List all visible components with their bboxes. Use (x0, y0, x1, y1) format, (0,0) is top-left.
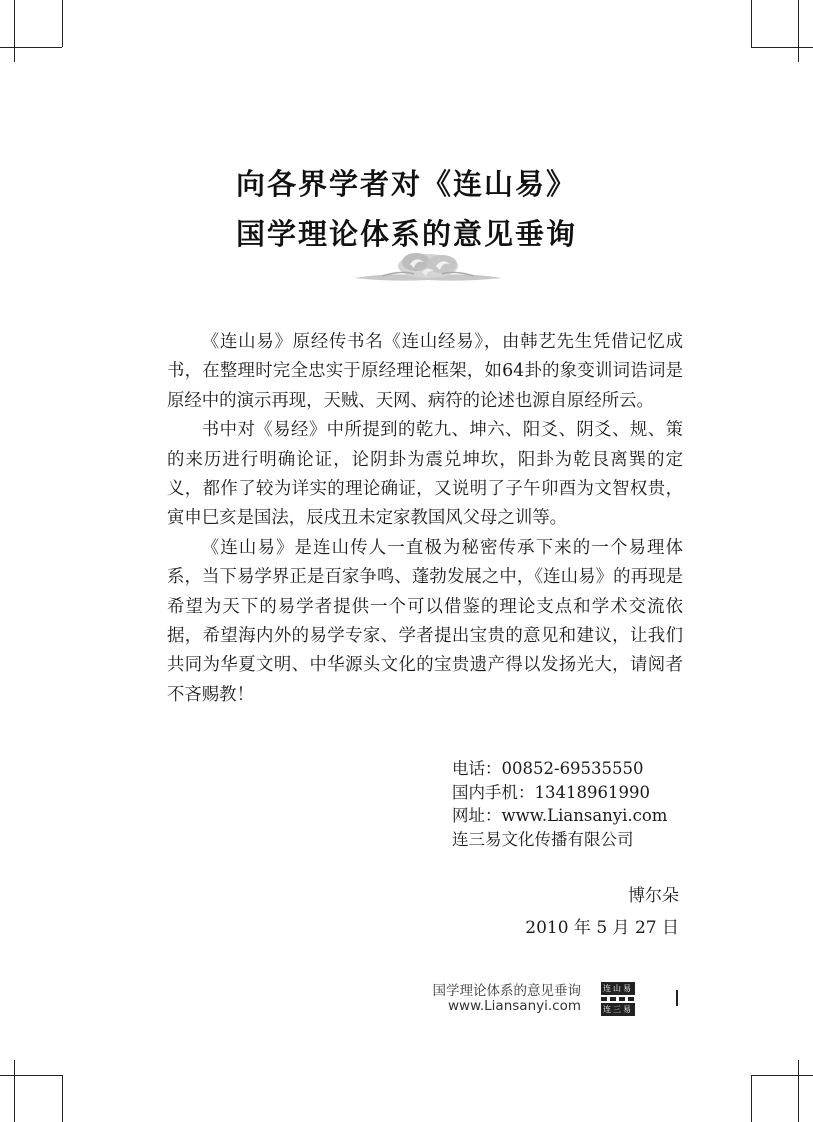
page-title-line-1: 向各界学者对《连山易》 (235, 167, 577, 201)
publisher-logo (598, 979, 638, 1019)
contact-info (452, 757, 667, 851)
body-paragraph: 书中对《易经》中所提到的乾九、坤六、阳爻、阴爻、规、策的来历进行明确论证，论阴卦为震兑坤坎，阳卦为乾艮离巽的定义，都作了较为详实的理论确证，又说明了子午卯酉为文智权贵，寅申巳亥是国法，辰戌丑未定家教国风父母之训等。 (167, 420, 683, 529)
body-text (167, 328, 683, 710)
footer-title: 国学理论体系的意见垂询 (432, 983, 581, 999)
cloud-ornament-icon (352, 248, 504, 288)
contact-phone: 电话：00852-69535550 (452, 759, 644, 778)
page-title-line-2: 国学理论体系的意见垂询 (235, 217, 577, 251)
logo-bottom-text: 连三易 (603, 1005, 633, 1014)
contact-mobile: 国内手机：13418961990 (452, 782, 650, 802)
body-paragraph: 《连山易》原经传书名《连山经易》，由韩艺先生凭借记忆成书，在整理时完全忠实于原经理论框架，如64卦的象变训词诰词是原经中的演示再现，天贼、天网、病符的论述也源自原经所云。 (167, 332, 683, 411)
contact-website: 网址：www.Liansanyi.com (452, 806, 668, 825)
logo-top-text: 连山易 (603, 984, 633, 993)
logo-divider (601, 997, 635, 1001)
page-number (676, 990, 678, 1006)
signature-date: 2010 年 5 月 27 日 (525, 918, 679, 938)
contact-company: 连三易文化传播有限公司 (452, 829, 634, 849)
body-paragraph: 《连山易》是连山传人一直极为秘密传承下来的一个易理体系，当下易学界正是百家争鸣、蓬勃发展之中，《连山易》的再现是希望为天下的易学者提供一个可以借鉴的理论支点和学术交流依据，希望海内外的易学专家、学者提出宝贵的意见和建议，让我们共同为华夏文明、中华源头文化的宝贵遗产得以发扬光大，请阅者不吝赐教！ (167, 537, 683, 705)
footer-url: www.Liansanyi.com (447, 998, 581, 1014)
signature-name: 博尔朵 (628, 886, 679, 906)
